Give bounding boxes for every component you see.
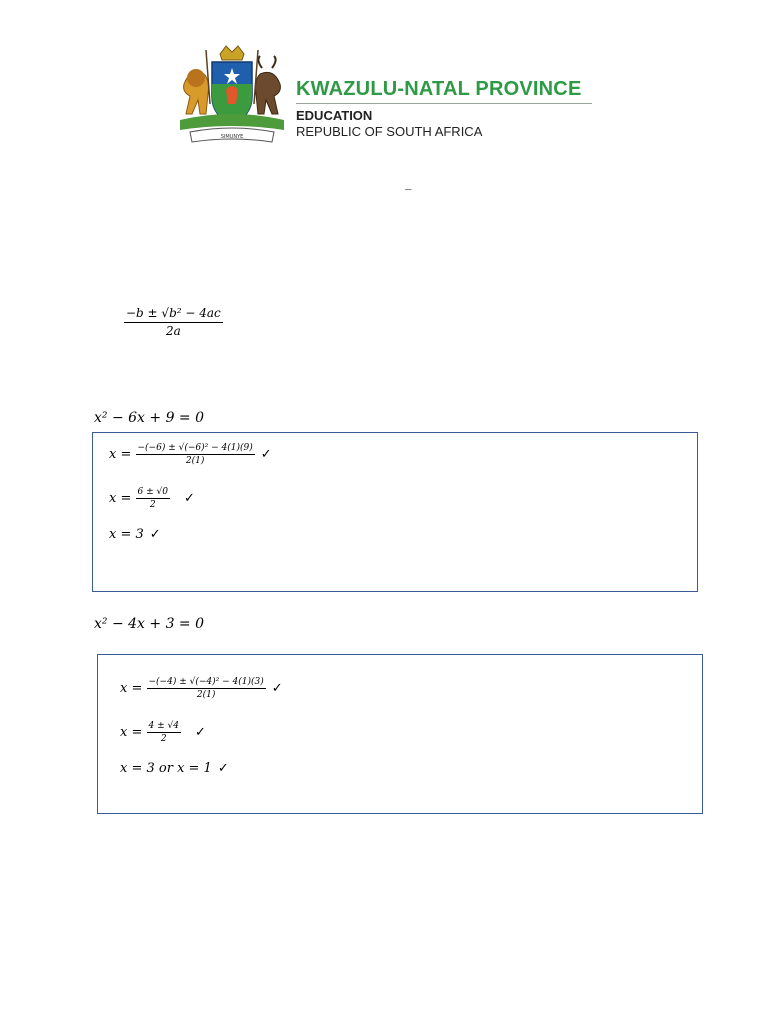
- formula-denominator: 2a: [165, 324, 181, 338]
- problem-2-answer-box: [97, 654, 703, 814]
- problem-2-step-3: [120, 761, 229, 776]
- problem-2-step-2: [120, 721, 206, 744]
- step-result: x = 3: [109, 527, 144, 542]
- country-name: REPUBLIC OF SOUTH AFRICA: [296, 124, 483, 139]
- branding-divider: [296, 103, 592, 104]
- province-branding: [296, 78, 592, 139]
- problem-1-step-3: [109, 527, 161, 542]
- check-mark-icon: ✓: [260, 447, 272, 462]
- step-denominator: 2: [160, 734, 167, 744]
- department-name: EDUCATION: [296, 108, 373, 123]
- step-denominator: 2: [149, 500, 156, 510]
- formula-numerator: −b ± √b² − 4ac: [124, 306, 223, 323]
- check-mark-icon: ✓: [183, 491, 195, 506]
- step-denominator: 2(1): [185, 456, 205, 466]
- check-mark-icon: ✓: [217, 761, 229, 776]
- step-result: x = 3 or x = 1: [120, 761, 212, 776]
- problem-1-step-1: [109, 443, 272, 466]
- check-mark-icon: ✓: [271, 681, 283, 696]
- problem-1-answer-box: [92, 432, 698, 592]
- step-numerator: 4 ± √4: [148, 721, 179, 731]
- problem-1-step-2: [109, 487, 195, 510]
- step-numerator: −(−4) ± √(−4)² − 4(1)(3): [148, 677, 264, 687]
- step-lhs: x =: [109, 447, 132, 462]
- problem-1-equation: x² − 6x + 9 = 0: [94, 410, 205, 426]
- step-numerator: 6 ± √0: [137, 487, 168, 497]
- step-lhs: x =: [109, 491, 132, 506]
- stray-dash-mark: _: [405, 176, 412, 191]
- step-lhs: x =: [120, 681, 143, 696]
- check-mark-icon: ✓: [149, 527, 161, 542]
- quadratic-formula: [124, 306, 223, 338]
- check-mark-icon: ✓: [194, 725, 206, 740]
- coat-of-arms-logo: [176, 44, 288, 148]
- step-numerator: −(−6) ± √(−6)² − 4(1)(9): [137, 443, 253, 453]
- problem-2-step-1: [120, 677, 283, 700]
- svg-text:SIMUNYE: SIMUNYE: [220, 134, 244, 140]
- step-lhs: x =: [120, 725, 143, 740]
- province-name: KWAZULU-NATAL PROVINCE: [296, 78, 582, 100]
- step-denominator: 2(1): [196, 690, 216, 700]
- problem-2-equation: x² − 4x + 3 = 0: [94, 616, 205, 632]
